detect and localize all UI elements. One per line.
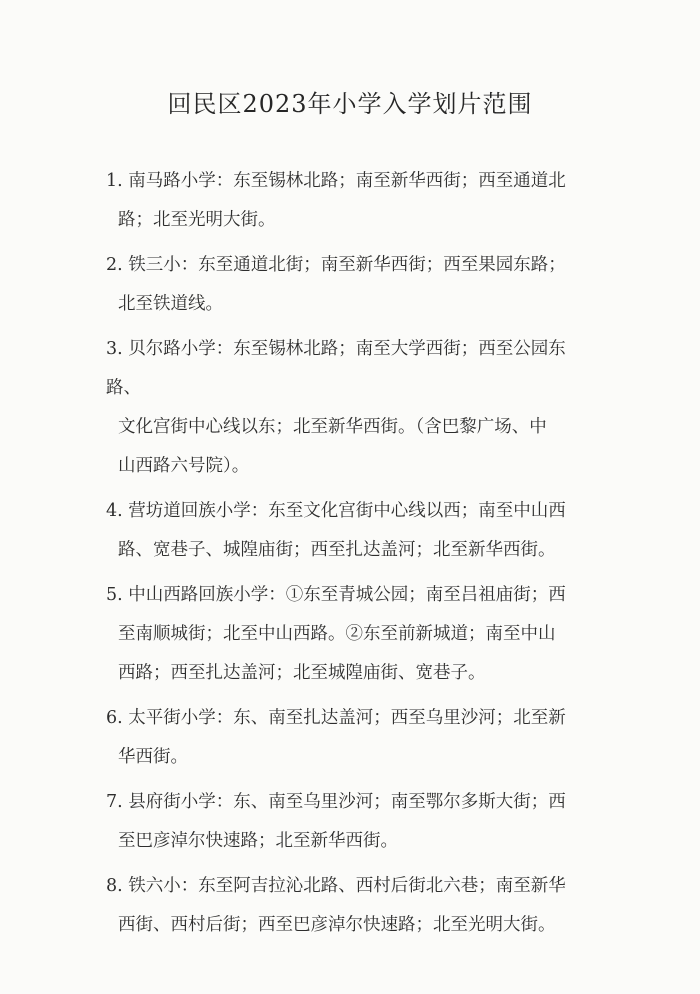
item-text-line: 南马路小学：东至锡林北路；南至新华西街；西至通道北 xyxy=(128,171,566,191)
list-item xyxy=(106,330,600,486)
list-item xyxy=(106,492,600,570)
item-text-line: 太平街小学：东、南至扎达盖河；西至乌里沙河；北至新 xyxy=(128,708,566,728)
item-text-line: 路；北至光明大街。 xyxy=(118,210,276,230)
item-number: 3. xyxy=(106,339,123,359)
item-text-line: 贝尔路小学：东至锡林北路；南至大学西街；西至公园东路、 xyxy=(106,339,566,398)
item-text-line: 铁三小：东至通道北街；南至新华西街；西至果园东路； xyxy=(128,255,566,275)
item-text-line: 县府街小学：东、南至乌里沙河；南至鄂尔多斯大街；西 xyxy=(128,792,566,812)
item-text-line: 华西街。 xyxy=(118,747,188,767)
list-item xyxy=(106,867,600,945)
zoning-list xyxy=(106,162,600,951)
item-number: 1. xyxy=(106,171,123,191)
page-title: 回民区2023年小学入学划片范围 xyxy=(167,90,533,118)
item-number: 2. xyxy=(106,255,123,275)
item-text-line: 路、宽巷子、城隍庙街；西至扎达盖河；北至新华西街。 xyxy=(118,540,556,560)
item-number: 7. xyxy=(106,792,123,812)
item-text-line: 营坊道回族小学：东至文化宫街中心线以西；南至中山西 xyxy=(128,501,566,521)
list-item xyxy=(106,576,600,693)
item-number: 6. xyxy=(106,708,123,728)
list-item xyxy=(106,783,600,861)
item-text-line: 铁六小：东至阿吉拉沁北路、西村后街北六巷；南至新华 xyxy=(128,876,566,896)
item-text-line: 北至铁道线。 xyxy=(118,294,223,314)
item-text-line: 至巴彦淖尔快速路；北至新华西街。 xyxy=(118,831,398,851)
item-text-line: 西路；西至扎达盖河；北至城隍庙街、宽巷子。 xyxy=(118,663,486,683)
item-number: 5. xyxy=(106,585,123,605)
item-number: 4. xyxy=(106,501,123,521)
list-item xyxy=(106,699,600,777)
list-item xyxy=(106,246,600,324)
item-text-line: 至南顺城街；北至中山西路。②东至前新城道；南至中山 xyxy=(118,624,556,644)
item-number: 8. xyxy=(106,876,123,896)
item-text-line: 西街、西村后街；西至巴彦淖尔快速路；北至光明大街。 xyxy=(118,915,556,935)
item-text-line: 中山西路回族小学：①东至青城公园；南至吕祖庙街；西 xyxy=(128,585,566,605)
item-text-line: 山西路六号院）。 xyxy=(118,456,250,476)
item-text-line: 文化宫街中心线以东；北至新华西街。（含巴黎广场、中 xyxy=(118,417,547,437)
list-item xyxy=(106,162,600,240)
